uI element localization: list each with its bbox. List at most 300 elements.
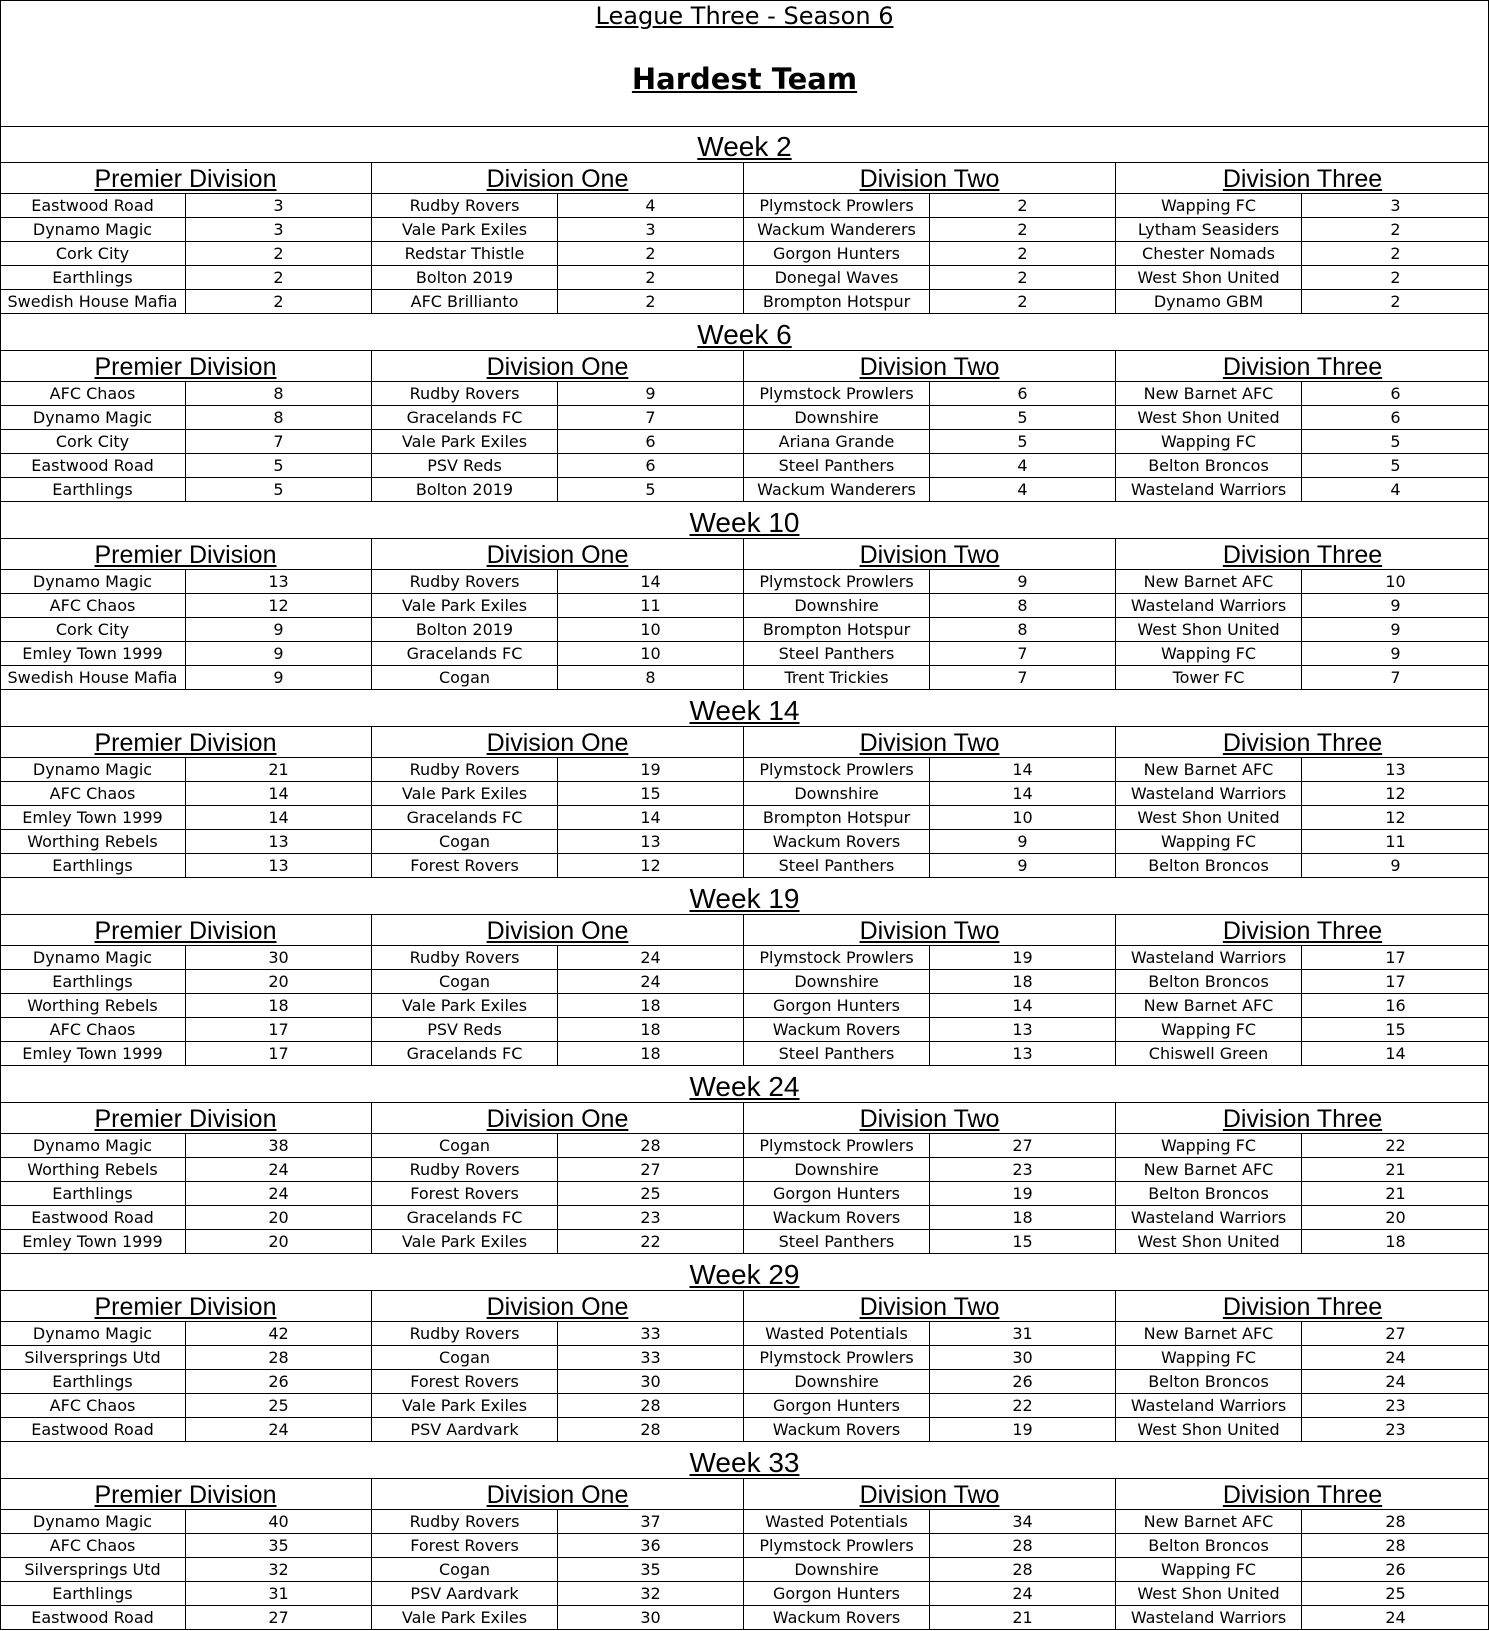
- table-row: [0, 266, 371, 290]
- week-block: [0, 1066, 1489, 1254]
- team-name-cell: Earthlings: [0, 854, 186, 877]
- team-name-cell: Cogan: [372, 970, 558, 993]
- team-name-cell: Downshire: [744, 406, 930, 429]
- card-count-cell: 8: [273, 408, 284, 427]
- card-count-cell: 7: [645, 408, 656, 427]
- division-table: [0, 727, 372, 878]
- team-name-cell: Redstar Thistle: [372, 242, 558, 265]
- card-count-cell: 35: [268, 1536, 289, 1555]
- team-name-cell: Wapping FC: [1116, 1558, 1302, 1581]
- team-name-cell: Plymstock Prowlers: [744, 758, 930, 781]
- team-name-cell: Steel Panthers: [744, 642, 930, 665]
- team-name-cell: Vale Park Exiles: [372, 1394, 558, 1417]
- table-row: [744, 1206, 1115, 1230]
- card-count-cell: 22: [640, 1232, 661, 1251]
- card-count-cell: 14: [268, 784, 289, 803]
- team-name-cell: Downshire: [744, 594, 930, 617]
- table-row: [1116, 666, 1489, 690]
- team-name-cell: Forest Rovers: [372, 1182, 558, 1205]
- team-name-cell: Rudby Rovers: [372, 382, 558, 405]
- table-row: [744, 1558, 1115, 1582]
- card-count-cell: 14: [1012, 784, 1033, 803]
- division-table: [744, 1479, 1116, 1630]
- team-name-cell: Downshire: [744, 782, 930, 805]
- card-count-cell: 2: [1390, 244, 1401, 263]
- card-count-cell: 6: [1017, 384, 1028, 403]
- week-title: Week 10: [0, 502, 1489, 539]
- table-row: [1116, 994, 1489, 1018]
- team-name-cell: Wasted Potentials: [744, 1510, 930, 1533]
- team-name-cell: Rudby Rovers: [372, 570, 558, 593]
- team-name-cell: Rudby Rovers: [372, 1158, 558, 1181]
- week-block: [0, 1442, 1489, 1630]
- table-row: [372, 1418, 743, 1442]
- table-row: [372, 830, 743, 854]
- table-row: [744, 806, 1115, 830]
- table-row: [372, 758, 743, 782]
- table-row: [744, 1510, 1115, 1534]
- card-count-cell: 13: [268, 572, 289, 591]
- team-name-cell: Wasteland Warriors: [1116, 1606, 1302, 1629]
- team-name-cell: Wackum Wanderers: [744, 218, 930, 241]
- table-row: [0, 642, 371, 666]
- card-count-cell: 4: [1017, 480, 1028, 499]
- team-name-cell: Plymstock Prowlers: [744, 1534, 930, 1557]
- team-name-cell: West Shon United: [1116, 806, 1302, 829]
- card-count-cell: 30: [1012, 1348, 1033, 1367]
- card-count-cell: 30: [640, 1372, 661, 1391]
- week-title: Week 19: [0, 878, 1489, 915]
- card-count-cell: 9: [1390, 856, 1401, 875]
- table-row: [1116, 1018, 1489, 1042]
- division-header: Division Three: [1116, 1103, 1489, 1134]
- card-count-cell: 3: [1390, 196, 1401, 215]
- team-name-cell: Tower FC: [1116, 666, 1302, 689]
- week-block: [0, 1254, 1489, 1442]
- team-name-cell: Plymstock Prowlers: [744, 570, 930, 593]
- table-row: [744, 218, 1115, 242]
- division-header: Division Three: [1116, 539, 1489, 570]
- team-name-cell: Forest Rovers: [372, 854, 558, 877]
- card-count-cell: 2: [1017, 196, 1028, 215]
- table-row: [0, 758, 371, 782]
- table-row: [744, 1418, 1115, 1442]
- table-row: [0, 1134, 371, 1158]
- table-row: [744, 290, 1115, 314]
- card-count-cell: 18: [268, 996, 289, 1015]
- table-row: [1116, 618, 1489, 642]
- card-count-cell: 14: [1385, 1044, 1406, 1063]
- card-count-cell: 6: [645, 432, 656, 451]
- table-row: [0, 970, 371, 994]
- card-count-cell: 25: [268, 1396, 289, 1415]
- table-row: [372, 854, 743, 878]
- card-count-cell: 19: [1012, 1184, 1033, 1203]
- team-name-cell: Lytham Seasiders: [1116, 218, 1302, 241]
- team-name-cell: AFC Chaos: [0, 1394, 186, 1417]
- table-row: [372, 290, 743, 314]
- card-count-cell: 17: [1385, 948, 1406, 967]
- team-name-cell: Bolton 2019: [372, 266, 558, 289]
- card-count-cell: 7: [1390, 668, 1401, 687]
- team-name-cell: Plymstock Prowlers: [744, 1134, 930, 1157]
- card-count-cell: 36: [640, 1536, 661, 1555]
- table-row: [744, 194, 1115, 218]
- table-row: [372, 642, 743, 666]
- team-name-cell: Rudby Rovers: [372, 946, 558, 969]
- division-header: Premier Division: [0, 727, 371, 758]
- team-name-cell: Downshire: [744, 1158, 930, 1181]
- card-count-cell: 9: [273, 668, 284, 687]
- weeks-container: [0, 126, 1489, 1630]
- table-row: [0, 1370, 371, 1394]
- division-header: Premier Division: [0, 163, 371, 194]
- table-row: [0, 454, 371, 478]
- team-name-cell: PSV Reds: [372, 1018, 558, 1041]
- table-row: [744, 454, 1115, 478]
- team-name-cell: Swedish House Mafia: [0, 290, 186, 313]
- table-row: [0, 1606, 371, 1630]
- division-table: [744, 1291, 1116, 1442]
- team-name-cell: Wasteland Warriors: [1116, 1206, 1302, 1229]
- card-count-cell: 26: [268, 1372, 289, 1391]
- team-name-cell: PSV Aardvark: [372, 1582, 558, 1605]
- week-block: [0, 314, 1489, 502]
- division-table: [0, 163, 372, 314]
- table-row: [372, 266, 743, 290]
- team-name-cell: Gracelands FC: [372, 642, 558, 665]
- sheet-title: League Three - Season 6: [595, 2, 894, 30]
- table-row: [744, 478, 1115, 502]
- team-name-cell: Rudby Rovers: [372, 1322, 558, 1345]
- card-count-cell: 3: [273, 196, 284, 215]
- table-row: [0, 1018, 371, 1042]
- card-count-cell: 21: [1385, 1184, 1406, 1203]
- table-row: [0, 666, 371, 690]
- sheet-subtitle: Hardest Team: [631, 62, 858, 96]
- team-name-cell: Dynamo Magic: [0, 406, 186, 429]
- card-count-cell: 13: [268, 832, 289, 851]
- card-count-cell: 2: [1390, 292, 1401, 311]
- table-row: [744, 1042, 1115, 1066]
- card-count-cell: 42: [268, 1324, 289, 1343]
- card-count-cell: 10: [640, 620, 661, 639]
- card-count-cell: 2: [645, 268, 656, 287]
- card-count-cell: 19: [1012, 1420, 1033, 1439]
- card-count-cell: 10: [1012, 808, 1033, 827]
- card-count-cell: 14: [1012, 996, 1033, 1015]
- team-name-cell: Downshire: [744, 970, 930, 993]
- team-name-cell: Wapping FC: [1116, 430, 1302, 453]
- table-row: [372, 1230, 743, 1254]
- week-title: Week 14: [0, 690, 1489, 727]
- card-count-cell: 27: [268, 1608, 289, 1627]
- table-row: [744, 1346, 1115, 1370]
- table-row: [0, 1182, 371, 1206]
- division-table: [372, 539, 744, 690]
- team-name-cell: New Barnet AFC: [1116, 994, 1302, 1017]
- card-count-cell: 7: [273, 432, 284, 451]
- team-name-cell: Wasteland Warriors: [1116, 1394, 1302, 1417]
- team-name-cell: Vale Park Exiles: [372, 430, 558, 453]
- team-name-cell: Plymstock Prowlers: [744, 194, 930, 217]
- team-name-cell: Earthlings: [0, 1370, 186, 1393]
- team-name-cell: Wasteland Warriors: [1116, 946, 1302, 969]
- division-header: Division Three: [1116, 351, 1489, 382]
- card-count-cell: 21: [1012, 1608, 1033, 1627]
- division-header: Premier Division: [0, 1103, 371, 1134]
- team-name-cell: Wapping FC: [1116, 1134, 1302, 1157]
- table-row: [1116, 1042, 1489, 1066]
- team-name-cell: Cogan: [372, 830, 558, 853]
- card-count-cell: 4: [1390, 480, 1401, 499]
- table-row: [372, 1018, 743, 1042]
- table-row: [0, 806, 371, 830]
- card-count-cell: 28: [640, 1420, 661, 1439]
- team-name-cell: Trent Trickies: [744, 666, 930, 689]
- team-name-cell: Silversprings Utd: [0, 1346, 186, 1369]
- table-row: [372, 1322, 743, 1346]
- table-row: [744, 594, 1115, 618]
- card-count-cell: 9: [1017, 856, 1028, 875]
- table-row: [1116, 1534, 1489, 1558]
- division-table: [1116, 727, 1489, 878]
- division-table: [1116, 915, 1489, 1066]
- division-header: Division Three: [1116, 163, 1489, 194]
- card-count-cell: 9: [645, 384, 656, 403]
- table-row: [1116, 1346, 1489, 1370]
- team-name-cell: Emley Town 1999: [0, 1042, 186, 1065]
- table-row: [372, 570, 743, 594]
- card-count-cell: 4: [645, 196, 656, 215]
- card-count-cell: 2: [273, 244, 284, 263]
- team-name-cell: Wapping FC: [1116, 830, 1302, 853]
- division-header: Division Two: [744, 1479, 1115, 1510]
- division-table: [0, 351, 372, 502]
- table-row: [744, 570, 1115, 594]
- team-name-cell: Wapping FC: [1116, 642, 1302, 665]
- team-name-cell: Wapping FC: [1116, 194, 1302, 217]
- team-name-cell: Vale Park Exiles: [372, 994, 558, 1017]
- divisions-row: [0, 727, 1489, 878]
- table-row: [372, 1158, 743, 1182]
- team-name-cell: Bolton 2019: [372, 618, 558, 641]
- card-count-cell: 5: [273, 480, 284, 499]
- card-count-cell: 26: [1385, 1560, 1406, 1579]
- table-row: [372, 970, 743, 994]
- card-count-cell: 32: [640, 1584, 661, 1603]
- table-row: [1116, 1134, 1489, 1158]
- table-row: [372, 218, 743, 242]
- card-count-cell: 7: [1017, 668, 1028, 687]
- card-count-cell: 14: [268, 808, 289, 827]
- division-header: Division One: [372, 915, 743, 946]
- division-table: [372, 915, 744, 1066]
- division-header: Division Two: [744, 727, 1115, 758]
- team-name-cell: Gracelands FC: [372, 406, 558, 429]
- divisions-row: [0, 915, 1489, 1066]
- table-row: [744, 430, 1115, 454]
- card-count-cell: 20: [268, 1208, 289, 1227]
- table-row: [0, 478, 371, 502]
- card-count-cell: 13: [1012, 1020, 1033, 1039]
- table-row: [372, 1206, 743, 1230]
- card-count-cell: 40: [268, 1512, 289, 1531]
- table-row: [1116, 290, 1489, 314]
- division-table: [1116, 539, 1489, 690]
- table-row: [372, 1606, 743, 1630]
- team-name-cell: Cogan: [372, 1558, 558, 1581]
- team-name-cell: Earthlings: [0, 1182, 186, 1205]
- card-count-cell: 14: [640, 808, 661, 827]
- card-count-cell: 22: [1012, 1396, 1033, 1415]
- card-count-cell: 11: [640, 596, 661, 615]
- card-count-cell: 17: [268, 1044, 289, 1063]
- table-row: [1116, 478, 1489, 502]
- table-row: [0, 194, 371, 218]
- divisions-row: [0, 539, 1489, 690]
- table-row: [744, 782, 1115, 806]
- table-row: [0, 1346, 371, 1370]
- table-row: [1116, 454, 1489, 478]
- table-row: [1116, 406, 1489, 430]
- team-name-cell: AFC Chaos: [0, 1534, 186, 1557]
- table-row: [0, 1534, 371, 1558]
- divisions-row: [0, 163, 1489, 314]
- table-row: [1116, 1322, 1489, 1346]
- division-header: Division One: [372, 727, 743, 758]
- division-header: Division Two: [744, 163, 1115, 194]
- table-row: [0, 1322, 371, 1346]
- team-name-cell: Swedish House Mafia: [0, 666, 186, 689]
- table-row: [372, 406, 743, 430]
- card-count-cell: 12: [1385, 808, 1406, 827]
- table-row: [0, 1206, 371, 1230]
- card-count-cell: 19: [640, 760, 661, 779]
- table-row: [1116, 970, 1489, 994]
- card-count-cell: 2: [1017, 292, 1028, 311]
- team-name-cell: Vale Park Exiles: [372, 1606, 558, 1629]
- division-header: Division One: [372, 1291, 743, 1322]
- card-count-cell: 9: [1390, 620, 1401, 639]
- team-name-cell: Wackum Rovers: [744, 1206, 930, 1229]
- table-row: [1116, 1394, 1489, 1418]
- table-row: [0, 994, 371, 1018]
- table-row: [1116, 1510, 1489, 1534]
- table-row: [744, 994, 1115, 1018]
- division-header: Division Two: [744, 1291, 1115, 1322]
- team-name-cell: Gorgon Hunters: [744, 994, 930, 1017]
- table-row: [372, 1582, 743, 1606]
- team-name-cell: New Barnet AFC: [1116, 1510, 1302, 1533]
- card-count-cell: 37: [640, 1512, 661, 1531]
- table-row: [1116, 946, 1489, 970]
- table-row: [0, 1042, 371, 1066]
- card-count-cell: 10: [640, 644, 661, 663]
- team-name-cell: Rudby Rovers: [372, 1510, 558, 1533]
- team-name-cell: Earthlings: [0, 478, 186, 501]
- card-count-cell: 24: [640, 972, 661, 991]
- team-name-cell: Emley Town 1999: [0, 642, 186, 665]
- table-row: [744, 242, 1115, 266]
- week-block: [0, 690, 1489, 878]
- team-name-cell: Steel Panthers: [744, 454, 930, 477]
- division-header: Division One: [372, 351, 743, 382]
- card-count-cell: 9: [273, 620, 284, 639]
- team-name-cell: Dynamo Magic: [0, 758, 186, 781]
- card-count-cell: 5: [1390, 432, 1401, 451]
- team-name-cell: Dynamo Magic: [0, 570, 186, 593]
- card-count-cell: 23: [1012, 1160, 1033, 1179]
- team-name-cell: Silversprings Utd: [0, 1558, 186, 1581]
- table-row: [744, 758, 1115, 782]
- week-title: Week 2: [0, 126, 1489, 163]
- card-count-cell: 3: [645, 220, 656, 239]
- card-count-cell: 20: [268, 1232, 289, 1251]
- team-name-cell: New Barnet AFC: [1116, 1158, 1302, 1181]
- table-row: [372, 1534, 743, 1558]
- table-row: [0, 218, 371, 242]
- table-row: [0, 406, 371, 430]
- card-count-cell: 25: [1385, 1584, 1406, 1603]
- card-count-cell: 2: [1390, 268, 1401, 287]
- divisions-row: [0, 1291, 1489, 1442]
- team-name-cell: Earthlings: [0, 970, 186, 993]
- team-name-cell: AFC Chaos: [0, 1018, 186, 1041]
- team-name-cell: New Barnet AFC: [1116, 570, 1302, 593]
- division-table: [0, 1291, 372, 1442]
- table-row: [372, 994, 743, 1018]
- card-count-cell: 5: [1017, 432, 1028, 451]
- card-count-cell: 9: [1390, 596, 1401, 615]
- table-row: [1116, 1370, 1489, 1394]
- table-row: [744, 830, 1115, 854]
- table-row: [372, 594, 743, 618]
- card-count-cell: 25: [640, 1184, 661, 1203]
- table-row: [0, 570, 371, 594]
- team-name-cell: Eastwood Road: [0, 454, 186, 477]
- team-name-cell: Forest Rovers: [372, 1370, 558, 1393]
- table-row: [0, 382, 371, 406]
- division-table: [1116, 1291, 1489, 1442]
- table-row: [372, 430, 743, 454]
- team-name-cell: Earthlings: [0, 1582, 186, 1605]
- team-name-cell: Steel Panthers: [744, 854, 930, 877]
- table-row: [0, 782, 371, 806]
- table-row: [744, 1394, 1115, 1418]
- team-name-cell: Gorgon Hunters: [744, 242, 930, 265]
- division-header: Division One: [372, 163, 743, 194]
- team-name-cell: Wackum Rovers: [744, 1418, 930, 1441]
- table-row: [0, 1394, 371, 1418]
- card-count-cell: 5: [1017, 408, 1028, 427]
- team-name-cell: West Shon United: [1116, 1230, 1302, 1253]
- card-count-cell: 12: [1385, 784, 1406, 803]
- team-name-cell: Belton Broncos: [1116, 1370, 1302, 1393]
- card-count-cell: 18: [640, 1020, 661, 1039]
- division-header: Division Three: [1116, 1479, 1489, 1510]
- table-row: [0, 1230, 371, 1254]
- division-table: [744, 1103, 1116, 1254]
- card-count-cell: 2: [273, 292, 284, 311]
- card-count-cell: 5: [645, 480, 656, 499]
- card-count-cell: 5: [1390, 456, 1401, 475]
- card-count-cell: 20: [268, 972, 289, 991]
- team-name-cell: Gorgon Hunters: [744, 1394, 930, 1417]
- table-row: [744, 1230, 1115, 1254]
- table-row: [0, 1418, 371, 1442]
- team-name-cell: Wackum Rovers: [744, 1018, 930, 1041]
